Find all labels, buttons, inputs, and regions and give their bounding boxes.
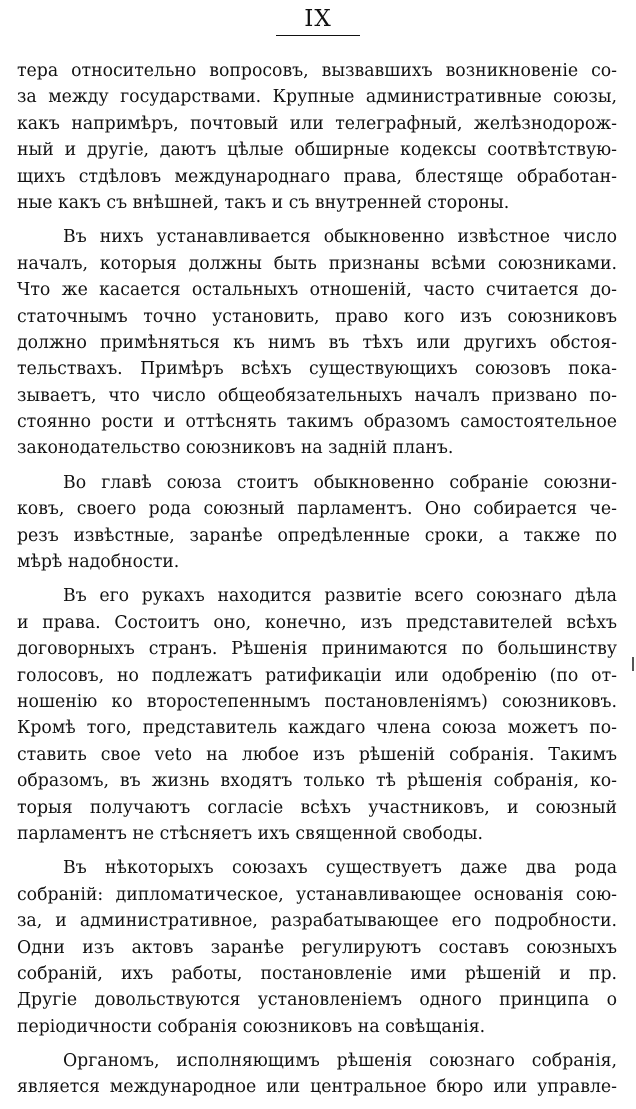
text-line: Органомъ, исполняющимъ рѣшенія союзнаго собранія,: [63, 1051, 617, 1072]
paragraph: [17, 583, 617, 847]
text-line: образомъ, въ жизнь входятъ только тѣ рѣшенія собранія, ко-: [17, 771, 617, 792]
paragraph: [17, 470, 617, 576]
paragraph: [17, 58, 617, 216]
page-body: [17, 58, 617, 1109]
text-line: и права. Состоитъ оно, конечно, изъ представителей всѣхъ: [17, 612, 617, 633]
text-line: парламентъ не стѣсняетъ ихъ священной свободы.: [17, 823, 483, 844]
text-line: Кромѣ того, представитель каждаго члена союза можетъ по-: [17, 718, 617, 739]
text-line: Одни изъ актовъ заранѣе регулируютъ составъ союзныхъ: [17, 937, 617, 958]
text-line: резъ извѣстные, заранѣе опредѣленные сроки, а также по: [17, 525, 617, 546]
text-line: стоянно рости и оттѣснять такимъ образомъ самостоятельное: [17, 412, 617, 433]
paragraph: [17, 224, 617, 462]
paragraph: [17, 855, 617, 1040]
text-line: періодичности собранія союзниковъ на совѣщанія.: [17, 1016, 486, 1037]
text-line: зываетъ, что число общеобязательныхъ началъ призвано по-: [17, 385, 617, 406]
text-line: Въ нихъ устанавливается обыкновенно извѣстное число: [63, 227, 617, 248]
text-line: какъ напримѣръ, почтовый или телеграфный, желѣзнодорож-: [17, 113, 617, 134]
text-line: ные какъ съ внѣшней, такъ и съ внутренней стороны.: [17, 192, 510, 213]
text-line: тера относительно вопросовъ, вызвавшихъ возникновеніе со-: [17, 61, 617, 81]
text-line: за, и административное, разрабатывающее его подробности.: [17, 911, 617, 932]
text-line: является международное или центральное бюро или управле-: [17, 1077, 617, 1098]
text-line: ставить свое veto на любое изъ рѣшеній собранія. Такимъ: [17, 744, 617, 765]
text-line: законодательство союзниковъ на задній планъ.: [17, 438, 454, 459]
text-line: должно примѣняться къ нимъ въ тѣхъ или другихъ обстоя-: [17, 332, 617, 353]
text-line: тельствахъ. Примѣръ всѣхъ существующихъ союзовъ пока-: [17, 359, 617, 380]
text-line: ный и другіе, даютъ цѣлые обширные кодексы соотвѣтствую-: [17, 140, 617, 161]
text-line: собраній, ихъ работы, постановленіе ими рѣшеній и пр.: [17, 963, 617, 984]
page-header: [0, 6, 636, 36]
text-line: Другіе довольствуются установленіемъ одного принципа о: [17, 990, 617, 1011]
text-line: голосовъ, но подлежатъ ратификаціи или одобренію (по от-: [17, 665, 617, 686]
text-line: Что же касается остальныхъ отношеній, часто считается до-: [17, 280, 617, 301]
text-line: за между государствами. Крупные административные союзы,: [17, 87, 617, 108]
text-line: ношенію ко второстепеннымъ постановленіямъ) союзниковъ.: [17, 691, 617, 712]
paragraph: [17, 1048, 617, 1101]
text-line: ковъ, своего рода союзный парламентъ. Оно собирается че-: [17, 499, 617, 520]
text-line: Во главѣ союза стоитъ обыкновенно собраніе союзни-: [63, 472, 617, 493]
text-line: Въ нѣкоторыхъ союзахъ существуетъ даже два рода: [63, 858, 617, 879]
page-number: IX: [276, 6, 359, 36]
text-line: Въ его рукахъ находится развитіе всего союзнаго дѣла: [63, 586, 617, 607]
text-line: началъ, которыя должны быть признаны всѣми союзниками.: [17, 253, 617, 274]
text-line: статочнымъ точно установить, право кого изъ союзниковъ: [17, 306, 617, 327]
text-line: собраній: дипломатическое, устанавливающее основанія сою-: [17, 884, 617, 905]
text-line: щихъ стдѣловъ международнаго права, блестяще обработан-: [17, 166, 617, 187]
text-line: торыя получаютъ согласіе всѣхъ участниковъ, и союзный: [17, 797, 617, 818]
text-line: договорныхъ странъ. Рѣшенія принимаются по большинству: [17, 639, 617, 660]
text-line: мѣрѣ надобности.: [17, 552, 180, 573]
margin-mark: [632, 657, 634, 671]
